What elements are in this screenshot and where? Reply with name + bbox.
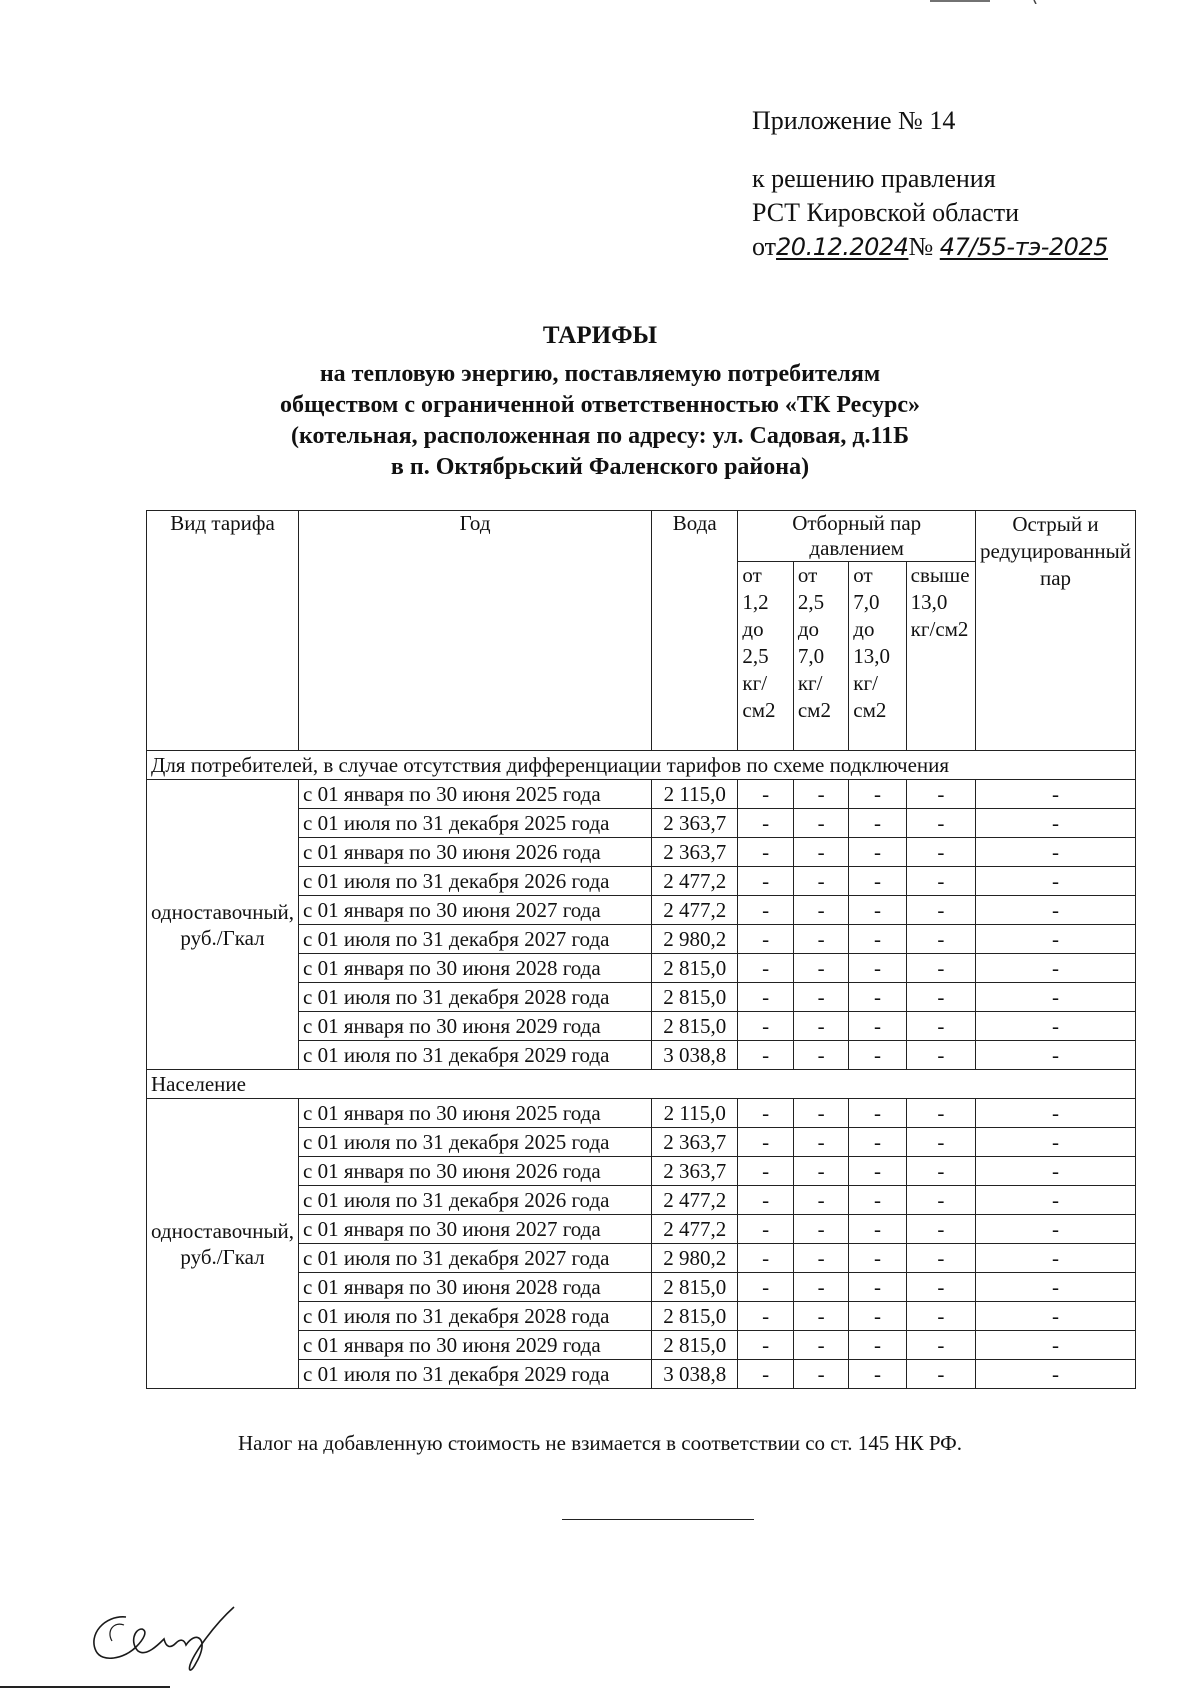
water-tariff-cell: 2 477,2	[652, 896, 738, 925]
steam-tariff-cell: -	[793, 1012, 848, 1041]
period-cell: с 01 июля по 31 декабря 2025 года	[299, 1128, 652, 1157]
title-line-4: в п. Октябрьский Фаленского района)	[390, 454, 810, 480]
header-tariff-type: Вид тарифа	[147, 511, 299, 751]
steam-tariff-cell: -	[906, 1099, 975, 1128]
steam-tariff-cell: -	[793, 925, 848, 954]
steam-tariff-cell: -	[738, 867, 793, 896]
steam-tariff-cell: -	[975, 1331, 1135, 1360]
water-tariff-cell: 2 363,7	[652, 838, 738, 867]
steam-tariff-cell: -	[793, 1273, 848, 1302]
decision-line-2: РСТ Кировской области	[752, 198, 1020, 227]
period-cell: с 01 января по 30 июня 2026 года	[299, 838, 652, 867]
steam-tariff-cell: -	[849, 1041, 906, 1070]
appendix-block	[752, 104, 1108, 264]
steam-tariff-cell: -	[975, 838, 1135, 867]
section-row	[147, 751, 1136, 780]
water-tariff-cell: 2 815,0	[652, 1273, 738, 1302]
steam-tariff-cell: -	[849, 1215, 906, 1244]
steam-tariff-cell: -	[738, 896, 793, 925]
steam-tariff-cell: -	[849, 1331, 906, 1360]
steam-tariff-cell: -	[849, 1186, 906, 1215]
steam-tariff-cell: -	[849, 1128, 906, 1157]
tariff-type-cell: одноставочный, руб./Гкал	[147, 780, 299, 1070]
period-cell: с 01 января по 30 июня 2025 года	[299, 1099, 652, 1128]
title-line-1: на тепловую энергию, поставляемую потребителям	[319, 361, 881, 387]
steam-tariff-cell: -	[738, 1244, 793, 1273]
section-title: Для потребителей, в случае отсутствия дифференциации тарифов по схеме подключения	[147, 751, 1136, 780]
steam-tariff-cell: -	[975, 1128, 1135, 1157]
steam-tariff-cell: -	[738, 1331, 793, 1360]
steam-tariff-cell: -	[975, 809, 1135, 838]
decision-date-line	[752, 230, 1108, 264]
steam-tariff-cell: -	[975, 867, 1135, 896]
water-tariff-cell: 3 038,8	[652, 1041, 738, 1070]
steam-tariff-cell: -	[793, 867, 848, 896]
steam-tariff-cell: -	[738, 1041, 793, 1070]
steam-tariff-cell: -	[793, 954, 848, 983]
steam-tariff-cell: -	[906, 780, 975, 809]
steam-tariff-cell: -	[849, 954, 906, 983]
steam-tariff-cell: -	[975, 983, 1135, 1012]
steam-tariff-cell: -	[906, 925, 975, 954]
steam-tariff-cell: -	[906, 1186, 975, 1215]
water-tariff-cell: 2 363,7	[652, 809, 738, 838]
steam-tariff-cell: -	[738, 1273, 793, 1302]
header-steam-above-13: свыше 13,0 кг/см2	[906, 562, 975, 751]
steam-tariff-cell: -	[793, 1186, 848, 1215]
steam-tariff-cell: -	[793, 809, 848, 838]
water-tariff-cell: 2 980,2	[652, 925, 738, 954]
steam-tariff-cell: -	[738, 780, 793, 809]
steam-tariff-cell: -	[738, 983, 793, 1012]
section-title: Население	[147, 1070, 1136, 1099]
period-cell: с 01 января по 30 июня 2025 года	[299, 780, 652, 809]
table-body	[147, 751, 1136, 1389]
header-steam-2-5-7: от 2,5 до 7,0 кг/см2	[793, 562, 848, 751]
steam-tariff-cell: -	[906, 1215, 975, 1244]
steam-tariff-cell: -	[793, 1302, 848, 1331]
steam-tariff-cell: -	[738, 1215, 793, 1244]
steam-tariff-cell: -	[975, 1186, 1135, 1215]
header-steam-1-2-5: от 1,2 до 2,5 кг/см2	[738, 562, 793, 751]
decision-line-1: к решению правления	[752, 164, 996, 193]
steam-tariff-cell: -	[906, 1041, 975, 1070]
period-cell: с 01 января по 30 июня 2029 года	[299, 1331, 652, 1360]
vat-footnote: Налог на добавленную стоимость не взимается в соответствии со ст. 145 НК РФ.	[237, 1431, 963, 1455]
steam-tariff-cell: -	[849, 1099, 906, 1128]
table-row	[147, 1099, 1136, 1128]
steam-tariff-cell: -	[738, 809, 793, 838]
steam-tariff-cell: -	[906, 1157, 975, 1186]
water-tariff-cell: 2 980,2	[652, 1244, 738, 1273]
steam-tariff-cell: -	[793, 896, 848, 925]
period-cell: с 01 января по 30 июня 2028 года	[299, 954, 652, 983]
water-tariff-cell: 2 363,7	[652, 1157, 738, 1186]
title-line-2: обществом с ограниченной ответственностью «ТК Ресурс»	[280, 392, 920, 418]
period-cell: с 01 января по 30 июня 2027 года	[299, 1215, 652, 1244]
steam-tariff-cell: -	[849, 925, 906, 954]
tariff-table	[146, 510, 1136, 1389]
scan-mark	[930, 0, 1040, 4]
period-cell: с 01 июля по 31 декабря 2026 года	[299, 1186, 652, 1215]
steam-tariff-cell: -	[793, 1128, 848, 1157]
period-cell: с 01 января по 30 июня 2026 года	[299, 1157, 652, 1186]
steam-tariff-cell: -	[793, 1244, 848, 1273]
water-tariff-cell: 2 363,7	[652, 1128, 738, 1157]
steam-tariff-cell: -	[906, 983, 975, 1012]
signature	[84, 1595, 254, 1675]
steam-tariff-cell: -	[793, 1157, 848, 1186]
water-tariff-cell: 2 815,0	[652, 1331, 738, 1360]
period-cell: с 01 июля по 31 декабря 2025 года	[299, 809, 652, 838]
water-tariff-cell: 2 477,2	[652, 867, 738, 896]
bottom-rule	[0, 1686, 170, 1688]
steam-tariff-cell: -	[849, 1157, 906, 1186]
water-tariff-cell: 3 038,8	[652, 1360, 738, 1389]
number-sign: №	[908, 232, 934, 261]
steam-tariff-cell: -	[849, 1244, 906, 1273]
steam-tariff-cell: -	[793, 1041, 848, 1070]
steam-tariff-cell: -	[738, 1128, 793, 1157]
from-prefix: от	[752, 232, 777, 261]
period-cell: с 01 июля по 31 декабря 2028 года	[299, 1302, 652, 1331]
period-cell: с 01 июля по 31 декабря 2027 года	[299, 1244, 652, 1273]
steam-tariff-cell: -	[906, 896, 975, 925]
period-cell: с 01 июля по 31 декабря 2029 года	[299, 1360, 652, 1389]
decision-date: 20.12.2024	[776, 233, 909, 261]
steam-tariff-cell: -	[793, 1099, 848, 1128]
steam-tariff-cell: -	[849, 1012, 906, 1041]
steam-tariff-cell: -	[738, 1360, 793, 1389]
steam-tariff-cell: -	[975, 1157, 1135, 1186]
steam-tariff-cell: -	[906, 1302, 975, 1331]
period-cell: с 01 января по 30 июня 2028 года	[299, 1273, 652, 1302]
steam-tariff-cell: -	[738, 1302, 793, 1331]
steam-tariff-cell: -	[906, 1012, 975, 1041]
document-title	[200, 320, 1000, 483]
steam-tariff-cell: -	[975, 1302, 1135, 1331]
decision-number: 47/55-тэ-2025	[939, 233, 1108, 261]
steam-tariff-cell: -	[975, 1041, 1135, 1070]
separator-line	[562, 1519, 754, 1520]
period-cell: с 01 июля по 31 декабря 2027 года	[299, 925, 652, 954]
steam-tariff-cell: -	[793, 780, 848, 809]
steam-tariff-cell: -	[906, 1244, 975, 1273]
steam-tariff-cell: -	[906, 809, 975, 838]
steam-tariff-cell: -	[793, 1331, 848, 1360]
steam-tariff-cell: -	[906, 954, 975, 983]
header-water: Вода	[652, 511, 738, 751]
water-tariff-cell: 2 815,0	[652, 1012, 738, 1041]
steam-tariff-cell: -	[738, 1157, 793, 1186]
steam-tariff-cell: -	[849, 1273, 906, 1302]
steam-tariff-cell: -	[975, 1360, 1135, 1389]
steam-tariff-cell: -	[975, 1244, 1135, 1273]
steam-tariff-cell: -	[738, 838, 793, 867]
steam-tariff-cell: -	[906, 1128, 975, 1157]
steam-tariff-cell: -	[793, 838, 848, 867]
steam-tariff-cell: -	[849, 1302, 906, 1331]
header-sharp-steam: Острый и редуцированный пар	[975, 511, 1135, 751]
steam-tariff-cell: -	[849, 896, 906, 925]
period-cell: с 01 июля по 31 декабря 2026 года	[299, 867, 652, 896]
steam-tariff-cell: -	[849, 983, 906, 1012]
steam-tariff-cell: -	[906, 867, 975, 896]
section-row	[147, 1070, 1136, 1099]
steam-tariff-cell: -	[738, 1099, 793, 1128]
period-cell: с 01 июля по 31 декабря 2029 года	[299, 1041, 652, 1070]
title-line-3: (котельная, расположенная по адресу: ул. Садовая, д.11Б	[291, 423, 909, 449]
water-tariff-cell: 2 815,0	[652, 1302, 738, 1331]
steam-tariff-cell: -	[975, 1012, 1135, 1041]
steam-tariff-cell: -	[849, 780, 906, 809]
period-cell: с 01 июля по 31 декабря 2028 года	[299, 983, 652, 1012]
steam-tariff-cell: -	[738, 1012, 793, 1041]
steam-tariff-cell: -	[738, 1186, 793, 1215]
steam-tariff-cell: -	[975, 780, 1135, 809]
table-row	[147, 780, 1136, 809]
water-tariff-cell: 2 815,0	[652, 983, 738, 1012]
steam-tariff-cell: -	[738, 954, 793, 983]
steam-tariff-cell: -	[849, 809, 906, 838]
water-tariff-cell: 2 115,0	[652, 780, 738, 809]
steam-tariff-cell: -	[906, 1273, 975, 1302]
water-tariff-cell: 2 815,0	[652, 954, 738, 983]
steam-tariff-cell: -	[849, 1360, 906, 1389]
steam-tariff-cell: -	[906, 1360, 975, 1389]
steam-tariff-cell: -	[975, 1099, 1135, 1128]
header-steam-7-13: от 7,0 до 13,0 кг/см2	[849, 562, 906, 751]
period-cell: с 01 января по 30 июня 2029 года	[299, 1012, 652, 1041]
steam-tariff-cell: -	[793, 983, 848, 1012]
tariff-type-cell: одноставочный, руб./Гкал	[147, 1099, 299, 1389]
steam-tariff-cell: -	[793, 1215, 848, 1244]
period-cell: с 01 января по 30 июня 2027 года	[299, 896, 652, 925]
steam-tariff-cell: -	[975, 925, 1135, 954]
steam-tariff-cell: -	[975, 1215, 1135, 1244]
steam-tariff-cell: -	[738, 925, 793, 954]
water-tariff-cell: 2 477,2	[652, 1186, 738, 1215]
steam-tariff-cell: -	[849, 838, 906, 867]
steam-tariff-cell: -	[975, 896, 1135, 925]
water-tariff-cell: 2 477,2	[652, 1215, 738, 1244]
appendix-number: Приложение № 14	[752, 106, 956, 135]
header-steam-group: Отборный пар давлением	[738, 511, 976, 562]
steam-tariff-cell: -	[906, 838, 975, 867]
steam-tariff-cell: -	[975, 1273, 1135, 1302]
steam-tariff-cell: -	[906, 1331, 975, 1360]
steam-tariff-cell: -	[849, 867, 906, 896]
steam-tariff-cell: -	[793, 1360, 848, 1389]
header-year: Год	[299, 511, 652, 751]
title-main: ТАРИФЫ	[542, 322, 658, 349]
water-tariff-cell: 2 115,0	[652, 1099, 738, 1128]
steam-tariff-cell: -	[975, 954, 1135, 983]
